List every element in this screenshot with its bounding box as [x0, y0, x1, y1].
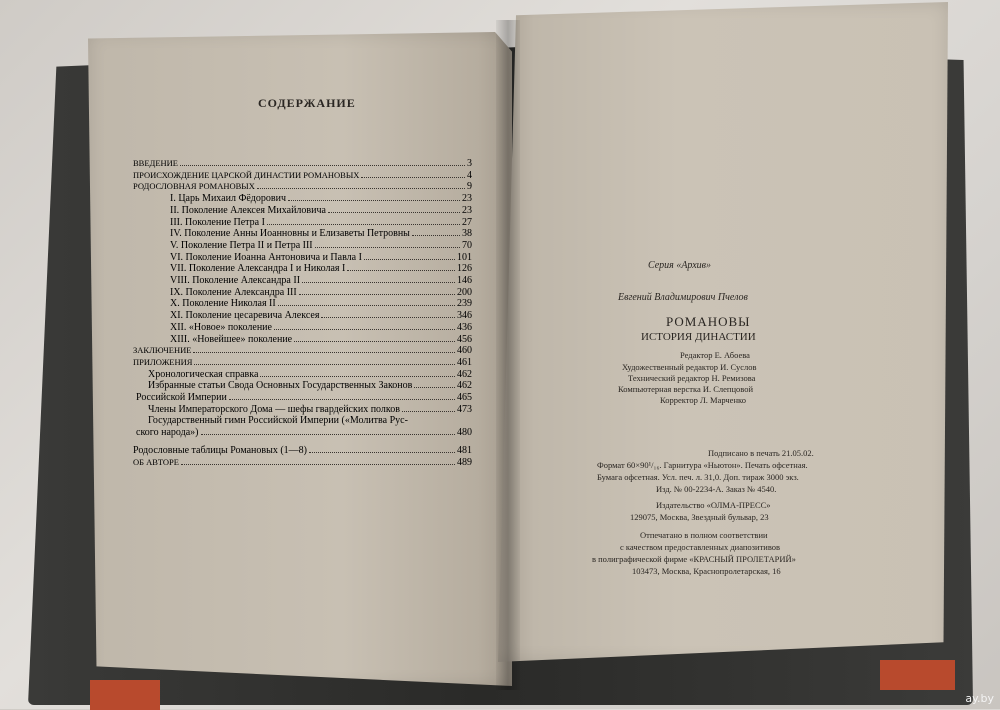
toc-leader-dots — [194, 357, 455, 365]
toc-leader-dots — [328, 205, 460, 213]
toc-leader-dots — [274, 322, 455, 330]
toc-entry-page: 38 — [462, 228, 472, 240]
toc-leader-dots — [299, 287, 455, 295]
toc-leader-dots — [410, 415, 470, 423]
toc-leader-dots — [181, 457, 455, 465]
toc-entry — [170, 334, 472, 345]
toc-leader-dots — [294, 334, 455, 342]
printer-line: 103473, Москва, Краснопролетарская, 16 — [632, 566, 781, 576]
imprint-line: Формат 60×90¹/₁₆. Гарнитура «Ньютон». Печать офсетная. — [597, 460, 808, 470]
toc-entry — [148, 380, 472, 391]
site-watermark: ay.by — [965, 692, 994, 705]
series-label: Серия «Архив» — [648, 260, 712, 271]
toc-entry-label: IV. Поколение Анны Иоанновны и Елизаветы Петровны — [170, 228, 410, 240]
toc-entry-page: 101 — [457, 251, 472, 263]
toc-entry-label: РОДОСЛОВНАЯ РОМАНОВЫХ — [133, 181, 255, 192]
toc-leader-dots — [193, 345, 455, 353]
credit-line: Технический редактор Н. Ремизова — [628, 373, 756, 383]
toc-entry-page: 481 — [457, 444, 472, 456]
toc-entry — [133, 181, 472, 192]
toc-entry-label: ЗАКЛЮЧЕНИЕ — [133, 345, 192, 356]
toc-entry-page: 23 — [462, 204, 472, 216]
toc-entry-label: Члены Императорского Дома — шефы гвардейских полков — [148, 403, 400, 415]
toc-leader-dots — [347, 263, 455, 271]
toc-entry — [133, 445, 472, 456]
toc-entry — [170, 275, 472, 286]
toc-entry — [170, 240, 472, 251]
toc-leader-dots — [267, 217, 460, 225]
toc-entry — [170, 322, 472, 333]
toc-entry-page: 126 — [457, 263, 472, 275]
toc-entry-label: Российской Империи — [136, 392, 227, 403]
toc-entry-label: ОБ АВТОРЕ — [133, 456, 179, 467]
toc-leader-dots — [278, 298, 455, 306]
credit-line: Компьютерная верстка И. Слепцовой — [618, 384, 754, 394]
toc-leader-dots — [309, 445, 455, 453]
toc-entry-label: ПРИЛОЖЕНИЯ — [133, 356, 193, 367]
toc-entry-page: 23 — [462, 193, 472, 205]
toc-entry-page: 462 — [457, 380, 472, 392]
toc-entry — [170, 193, 472, 204]
toc-entry-page: 456 — [457, 333, 472, 345]
toc-entry-page: 9 — [467, 181, 472, 193]
toc-entry — [133, 158, 472, 169]
toc-entry-page: 27 — [462, 216, 472, 228]
toc-entry-page: 480 — [457, 427, 472, 439]
toc-entry — [148, 369, 472, 380]
toc-entry — [170, 217, 472, 228]
toc-entry-page: 146 — [457, 275, 472, 286]
toc-entry-page: 346 — [457, 310, 472, 322]
toc-entry-page: 489 — [457, 456, 472, 468]
toc-leader-dots — [412, 228, 460, 236]
toc-entry — [148, 404, 472, 415]
toc-entry — [170, 298, 472, 309]
toc-entry-label: ского народа») — [136, 427, 199, 439]
toc-entry-page: 461 — [457, 356, 472, 368]
toc-leader-dots — [364, 252, 455, 260]
toc-entry — [136, 427, 472, 438]
cover-red-strip-left — [90, 680, 160, 710]
toc-leader-dots — [180, 158, 465, 166]
toc-entry-label: IX. Поколение Александра III — [170, 286, 297, 298]
toc-entry-label: XI. Поколение цесаревича Алексея — [170, 310, 320, 322]
toc-entry — [170, 252, 472, 263]
toc-entry — [170, 287, 472, 298]
publisher-line: Издательство «ОЛМА-ПРЕСС» — [656, 500, 771, 510]
toc-entry-label: ВВЕДЕНИЕ — [133, 158, 178, 168]
toc-entry-label: XII. «Новое» поколение — [170, 321, 272, 333]
toc-entry-page: 4 — [467, 169, 472, 181]
toc-entry-page: 3 — [467, 158, 472, 169]
imprint-line: Подписано в печать 21.05.02. — [708, 448, 814, 458]
toc-leader-dots — [288, 193, 460, 201]
toc-entry-label: III. Поколение Петра I — [170, 216, 265, 228]
toc-entry-page: 460 — [457, 345, 472, 357]
toc-leader-dots — [315, 240, 460, 248]
imprint-line: Бумага офсетная. Усл. печ. л. 31,0. Доп. тираж 3000 экз. — [597, 472, 799, 482]
cover-red-strip-right — [880, 660, 955, 690]
toc-entry-page: 70 — [462, 239, 472, 251]
toc-leader-dots — [229, 392, 455, 400]
credit-line: Корректор Л. Марченко — [660, 395, 746, 405]
author-name: Евгений Владимирович Пчелов — [618, 292, 748, 303]
toc-entry-page: 239 — [457, 298, 472, 310]
toc-leader-dots — [257, 181, 465, 189]
toc-entry-label: V. Поколение Петра II и Петра III — [170, 239, 313, 251]
book-gutter — [496, 20, 520, 690]
toc-leader-dots — [302, 275, 455, 283]
toc-entry-label: VII. Поколение Александра I и Николая I — [170, 263, 346, 275]
toc-entry-label: X. Поколение Николая II — [170, 298, 276, 310]
toc-leader-dots — [260, 369, 455, 377]
toc-entry-page: 465 — [457, 392, 472, 403]
toc-leader-dots — [414, 380, 455, 388]
toc-entry — [170, 310, 472, 321]
toc-entry-page: 462 — [457, 368, 472, 380]
toc-leader-dots — [361, 170, 465, 178]
toc-entry — [170, 228, 472, 239]
book-title: РОМАНОВЫ — [666, 314, 751, 329]
toc-leader-dots — [201, 427, 456, 435]
toc-entry-label: Избранные статьи Свода Основных Государственных Законов — [148, 380, 413, 392]
toc-entry-page: 473 — [457, 403, 472, 415]
credit-line: Художественный редактор И. Суслов — [622, 362, 757, 372]
toc-leader-dots — [321, 310, 455, 318]
printer-line: Отпечатано в полном соответствии — [640, 530, 768, 540]
toc-entry-label: Родословные таблицы Романовых (1—8) — [133, 444, 307, 456]
toc-entry-label: I. Царь Михаил Фёдорович — [170, 193, 286, 205]
toc-entry — [170, 263, 472, 274]
toc-entry-page: 200 — [457, 286, 472, 298]
toc-entry — [148, 415, 472, 426]
imprint-line: Изд. № 00-2234-А. Заказ № 4540. — [656, 484, 777, 494]
credit-line: Редактор Е. Абоева — [680, 350, 750, 360]
toc-entry-label: VIII. Поколение Александра II — [170, 275, 301, 286]
toc-entry — [133, 357, 472, 368]
toc-entry-label: Хронологическая справка — [148, 368, 259, 380]
toc-leader-dots — [402, 404, 455, 412]
toc-entry-label: XIII. «Новейшее» поколение — [170, 333, 293, 345]
toc-entry — [170, 205, 472, 216]
toc-entry-label: VI. Поколение Иоанна Антоновича и Павла I — [170, 251, 362, 263]
toc-entry-label: Государственный гимн Российской Империи («Молитва Рус- — [148, 415, 408, 427]
toc-entry — [133, 170, 472, 181]
toc-entry — [133, 457, 472, 468]
printer-line: с качеством предоставленных диапозитивов — [620, 542, 781, 552]
book-subtitle: ИСТОРИЯ ДИНАСТИИ — [641, 331, 756, 343]
toc-entry-page: 436 — [457, 321, 472, 333]
toc-entry-label: II. Поколение Алексея Михайловича — [170, 204, 326, 216]
toc-entry-label: ПРОИСХОЖДЕНИЕ ЦАРСКОЙ ДИНАСТИИ РОМАНОВЫХ — [133, 169, 360, 180]
publisher-line: 129075, Москва, Звездный бульвар, 23 — [630, 512, 769, 522]
toc-entry — [133, 345, 472, 356]
toc-entry — [136, 392, 472, 403]
toc-heading: СОДЕРЖАНИЕ — [258, 96, 356, 110]
printer-line: в полиграфической фирме «КРАСНЫЙ ПРОЛЕТАРИЙ» — [592, 554, 796, 564]
